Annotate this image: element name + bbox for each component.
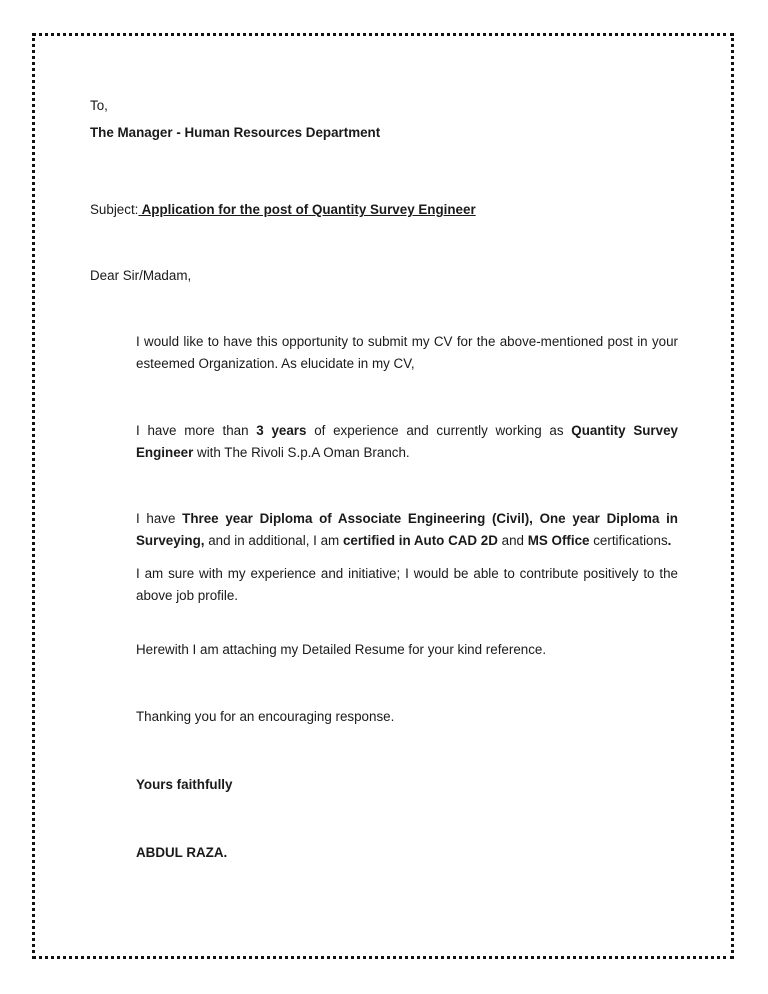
subject-line: [90, 200, 476, 220]
page-dotted-border: [32, 33, 734, 959]
p3-text-2: and in additional, I am: [204, 533, 343, 548]
salutation-to: To,: [90, 98, 108, 113]
greeting: Dear Sir/Madam,: [90, 268, 192, 283]
recipient-line: [90, 123, 380, 143]
subject-label: Subject:: [90, 202, 139, 217]
p3-autocad: certified in Auto CAD 2D: [342, 533, 498, 548]
p3-diplomas: Three year Diploma of Associate Engineering (Civil), One year Diploma in Surveying,: [136, 511, 678, 548]
p2-text-2: of experience and currently working as: [306, 423, 572, 438]
paragraph-qualifications: [136, 508, 678, 552]
paragraph-resume: Herewith I am attaching my Detailed Resume for your kind reference.: [136, 642, 547, 657]
p3-period: .: [667, 533, 672, 548]
p3-text-3: and: [497, 533, 528, 548]
subject-text: Application for the post of Quantity Survey Engineer: [138, 202, 476, 217]
recipient-text: The Manager - Human Resources Department: [90, 125, 381, 140]
signature-name: ABDUL RAZA.: [136, 845, 228, 860]
paragraph-intro: I would like to have this opportunity to submit my CV for the above-mentioned post in your esteemed Organization. As elucidate in my CV,: [136, 334, 678, 371]
p3-text-1: I have: [136, 511, 183, 526]
closing-line: [136, 775, 232, 795]
paragraph-experience: [136, 420, 678, 464]
signature-line: [136, 843, 227, 863]
paragraph-thanks: Thanking you for an encouraging response.: [136, 709, 395, 724]
p3-ms-office: MS Office: [527, 533, 590, 548]
p3-text-4: certifications: [589, 533, 668, 548]
closing-text: Yours faithfully: [136, 777, 233, 792]
p2-text-1: I have more than: [136, 423, 257, 438]
p2-job-title: Quantity Survey Engineer: [136, 423, 678, 460]
p2-years: 3 years: [256, 423, 307, 438]
paragraph-contribution: I am sure with my experience and initiative; I would be able to contribute positively to the above job profile.: [136, 566, 678, 603]
p2-text-3: with The Rivoli S.p.A Oman Branch.: [193, 445, 410, 460]
